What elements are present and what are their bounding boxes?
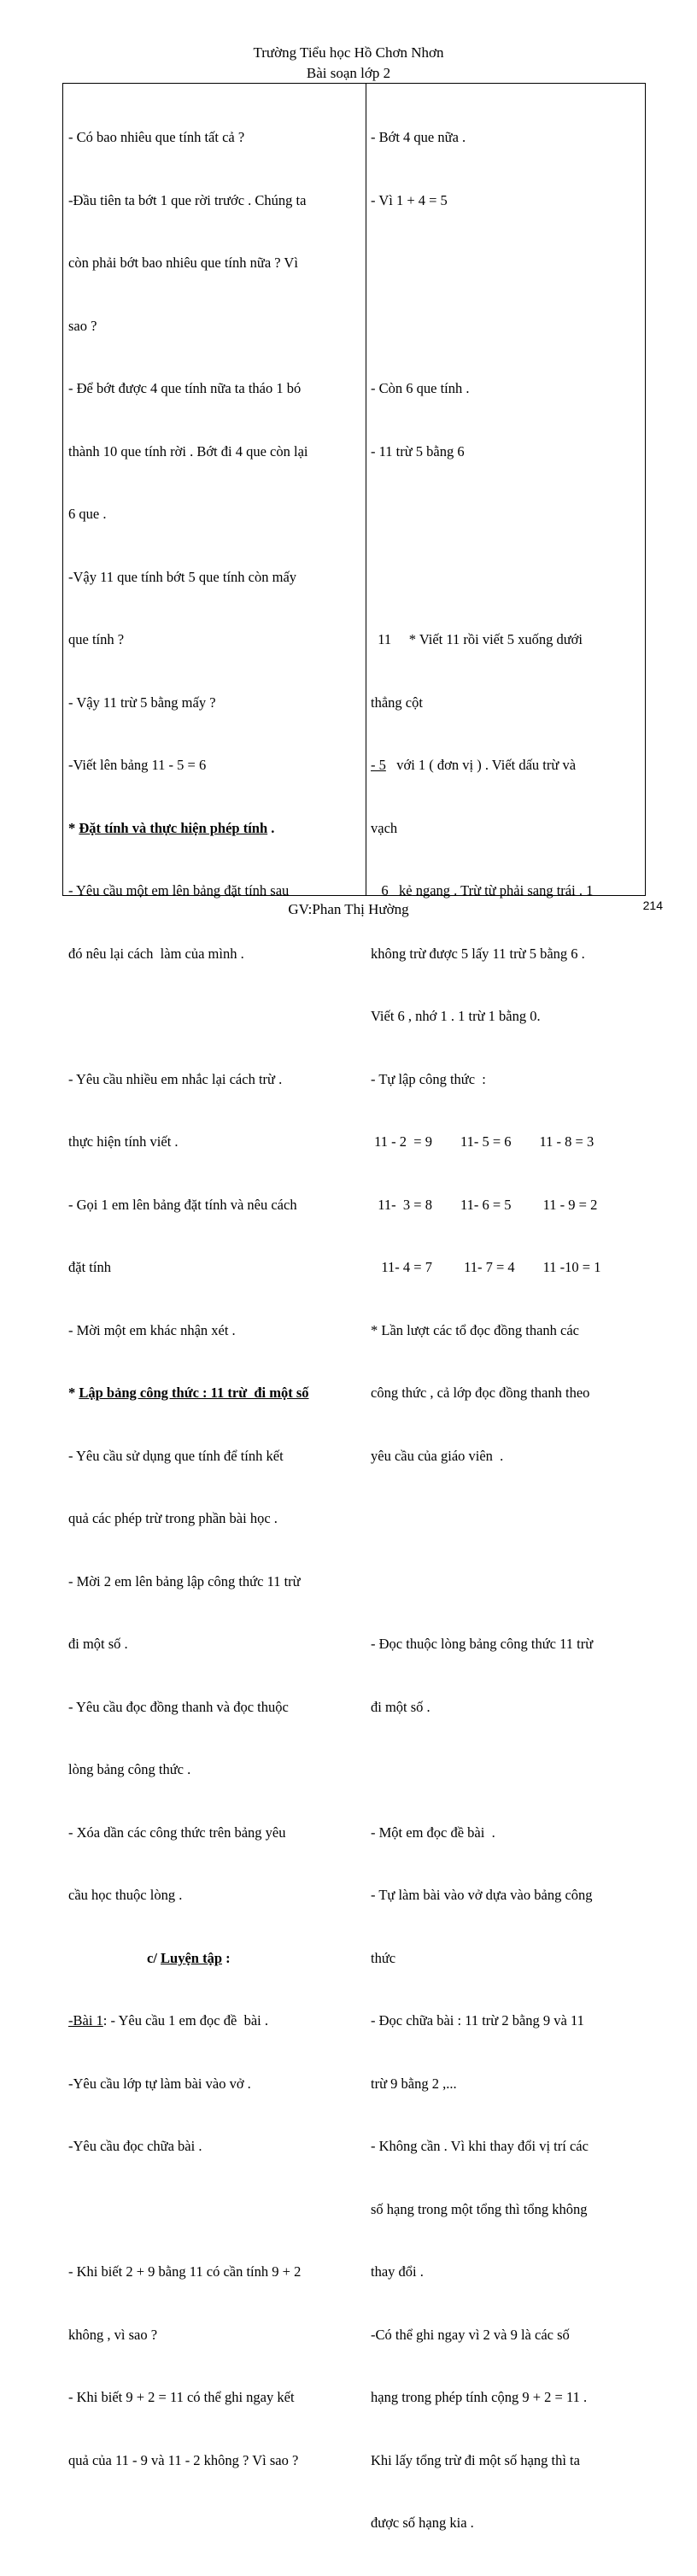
right-line: - Một em đọc đề bài .: [371, 1824, 495, 1841]
left-line: - Khi biết 9 + 2 = 11 có thể ghi ngay kết: [68, 2389, 295, 2405]
left-line: - Vậy 11 trừ 5 bằng mấy ?: [68, 694, 216, 711]
left-line: đó nêu lại cách làm của mình .: [68, 945, 244, 962]
heading-end: .: [267, 819, 275, 836]
right-line: yêu cầu của giáo viên .: [371, 1447, 504, 1464]
left-line: - Yêu cầu nhiều em nhắc lại cách trừ .: [68, 1070, 283, 1087]
left-line: thực hiện tính viết .: [68, 1133, 179, 1150]
heading-text: Luyện tập: [161, 1949, 223, 1966]
formula-row: 11 - 2 = 9 11- 5 = 6 11 - 8 = 3: [371, 1133, 594, 1150]
school-name: Trường Tiểu học Hồ Chơn Nhơn: [253, 44, 444, 61]
heading-star: *: [68, 1385, 79, 1401]
left-line: -Đầu tiên ta bớt 1 que rời trước . Chúng ta: [68, 191, 307, 208]
student-activities-column: [371, 85, 642, 2576]
left-line: - Để bớt được 4 que tính nữa ta tháo 1 bó: [68, 380, 302, 396]
formula-row: 11- 3 = 8 11- 6 = 5 11 - 9 = 2: [371, 1196, 598, 1213]
right-line: - Đọc chữa bài : 11 trừ 2 bằng 9 và 11: [371, 2012, 584, 2029]
heading-star: *: [68, 819, 79, 836]
right-line: -Có thể ghi ngay vì 2 và 9 là các số: [371, 2326, 570, 2343]
section-heading-luyen-tap: [68, 1948, 362, 1970]
right-line: [371, 1759, 642, 1781]
left-line: - Yêu cầu sử dụng que tính để tính kết: [68, 1447, 284, 1464]
teacher-name: GV:Phan Thị Hường: [288, 901, 409, 917]
left-line: - Có bao nhiêu que tính tất cả ?: [68, 129, 245, 145]
teacher-activities-column: [68, 85, 362, 2513]
right-line: thẳng cột: [371, 694, 423, 711]
section-heading-lap-bang: [68, 1383, 362, 1404]
exercise-text: : - Yêu cầu 1 em đọc đề bài .: [102, 2012, 268, 2029]
heading-text: Lập bảng công thức : 11 trừ đi một số: [79, 1385, 309, 1401]
right-line: - Còn 6 que tính .: [371, 380, 470, 396]
exercise-label: Bài 1: [73, 2012, 103, 2029]
left-line: - Khi biết 2 + 9 bằng 11 có cần tính 9 + 2: [68, 2263, 302, 2280]
left-line: cầu học thuộc lòng .: [68, 1887, 183, 1903]
left-line: đi một số .: [68, 1636, 128, 1652]
right-line: [371, 253, 642, 274]
right-line: vạch: [371, 819, 398, 836]
right-line: 6 kẻ ngang . Trừ từ phải sang trái . 1: [371, 882, 594, 899]
right-line: [371, 567, 642, 588]
right-line: - Vì 1 + 4 = 5: [371, 191, 448, 208]
heading-prefix: c/: [147, 1949, 161, 1966]
column-subtraction-instruction: 11 * Viết 11 rồi viết 5 xuống dưới: [371, 631, 583, 647]
left-line: - Yêu cầu một em lên bảng đặt tính sau: [68, 882, 290, 899]
left-line: lòng bảng công thức .: [68, 1761, 191, 1777]
heading-text: Đặt tính và thực hiện phép tính: [79, 819, 268, 836]
section-heading-dat-tinh: [68, 818, 362, 840]
left-line: quả các phép trừ trong phần bài học .: [68, 1510, 278, 1526]
left-line: sao ?: [68, 317, 97, 334]
right-line: công thức , cả lớp đọc đồng thanh theo: [371, 1385, 590, 1401]
left-line: - Mời 2 em lên bảng lập công thức 11 trừ: [68, 1572, 301, 1590]
left-line: -Vậy 11 que tính bớt 5 que tính còn mấy: [68, 568, 297, 585]
left-line: - Mời một em khác nhận xét .: [68, 1321, 236, 1338]
left-line: - Yêu cầu đọc đồng thanh và đọc thuộc: [68, 1698, 289, 1715]
left-line: [68, 2199, 362, 2221]
left-line: -Yêu cầu lớp tự làm bài vào vở .: [68, 2075, 251, 2092]
right-line: - Đọc thuộc lòng bảng công thức 11 trừ: [371, 1636, 594, 1652]
page-number: 214: [642, 899, 663, 912]
subtrahend-text: với 1 ( đơn vị ) . Viết dấu trừ và: [385, 757, 577, 773]
right-line: được số hạng kia .: [371, 2515, 474, 2531]
right-line: trừ 9 bằng 2 ,...: [371, 2075, 457, 2092]
left-line: -Viết lên bảng 11 - 5 = 6: [68, 757, 207, 773]
right-line: thức: [371, 1949, 396, 1966]
right-line: [371, 316, 642, 337]
right-line: - Tự lập công thức :: [371, 1070, 486, 1087]
right-line: hạng trong phép tính cộng 9 + 2 = 11 .: [371, 2389, 588, 2405]
left-line: đặt tính: [68, 1259, 111, 1275]
right-line: không trừ được 5 lấy 11 trừ 5 bằng 6 .: [371, 945, 585, 962]
column-subtraction-subtrahend: [371, 755, 642, 776]
left-line: que tính ?: [68, 631, 125, 647]
right-line: - 11 trừ 5 bằng 6: [371, 442, 465, 460]
left-line: thành 10 que tính rời . Bớt đi 4 que còn lại: [68, 442, 308, 460]
right-line: thay đổi .: [371, 2263, 424, 2280]
right-line: [371, 504, 642, 525]
right-line: số hạng trong một tổng thì tổng không: [371, 2200, 588, 2217]
right-line: đi một số .: [371, 1698, 430, 1715]
right-line: [371, 1572, 642, 1593]
exercise-dash: -: [68, 2012, 73, 2029]
heading-end: :: [222, 1949, 231, 1966]
left-line: 6 que .: [68, 506, 107, 522]
right-line: - Không cần . Vì khi thay đổi vị trí các: [371, 2138, 589, 2154]
right-line: Khi lấy tổng trừ đi một số hạng thì ta: [371, 2451, 580, 2468]
subtrahend-number: - 5: [371, 757, 386, 773]
left-line: -Yêu cầu đọc chữa bài .: [68, 2138, 202, 2154]
exercise-1-line: [68, 2011, 362, 2032]
formula-row: 11- 4 = 7 11- 7 = 4 11 -10 = 1: [371, 1259, 601, 1275]
left-line: còn phải bớt bao nhiêu que tính nữa ? Vì: [68, 255, 298, 271]
left-line: quả của 11 - 9 và 11 - 2 không ? Vì sao ?: [68, 2451, 299, 2468]
left-line: [68, 1006, 362, 1027]
right-line: - Tự làm bài vào vở dựa vào bảng công: [371, 1887, 593, 1903]
right-line: * Lần lượt các tổ đọc đồng thanh các: [371, 1321, 579, 1338]
lesson-subtitle: Bài soạn lớp 2: [306, 65, 391, 81]
right-line: - Bớt 4 que nữa .: [371, 129, 466, 145]
left-line: - Gọi 1 em lên bảng đặt tính và nêu cách: [68, 1196, 297, 1213]
right-line: Viết 6 , nhớ 1 . 1 trừ 1 bằng 0.: [371, 1008, 541, 1024]
left-line: - Xóa dần các công thức trên bảng yêu: [68, 1824, 286, 1841]
right-line: [371, 1508, 642, 1530]
left-line: không , vì sao ?: [68, 2326, 158, 2343]
